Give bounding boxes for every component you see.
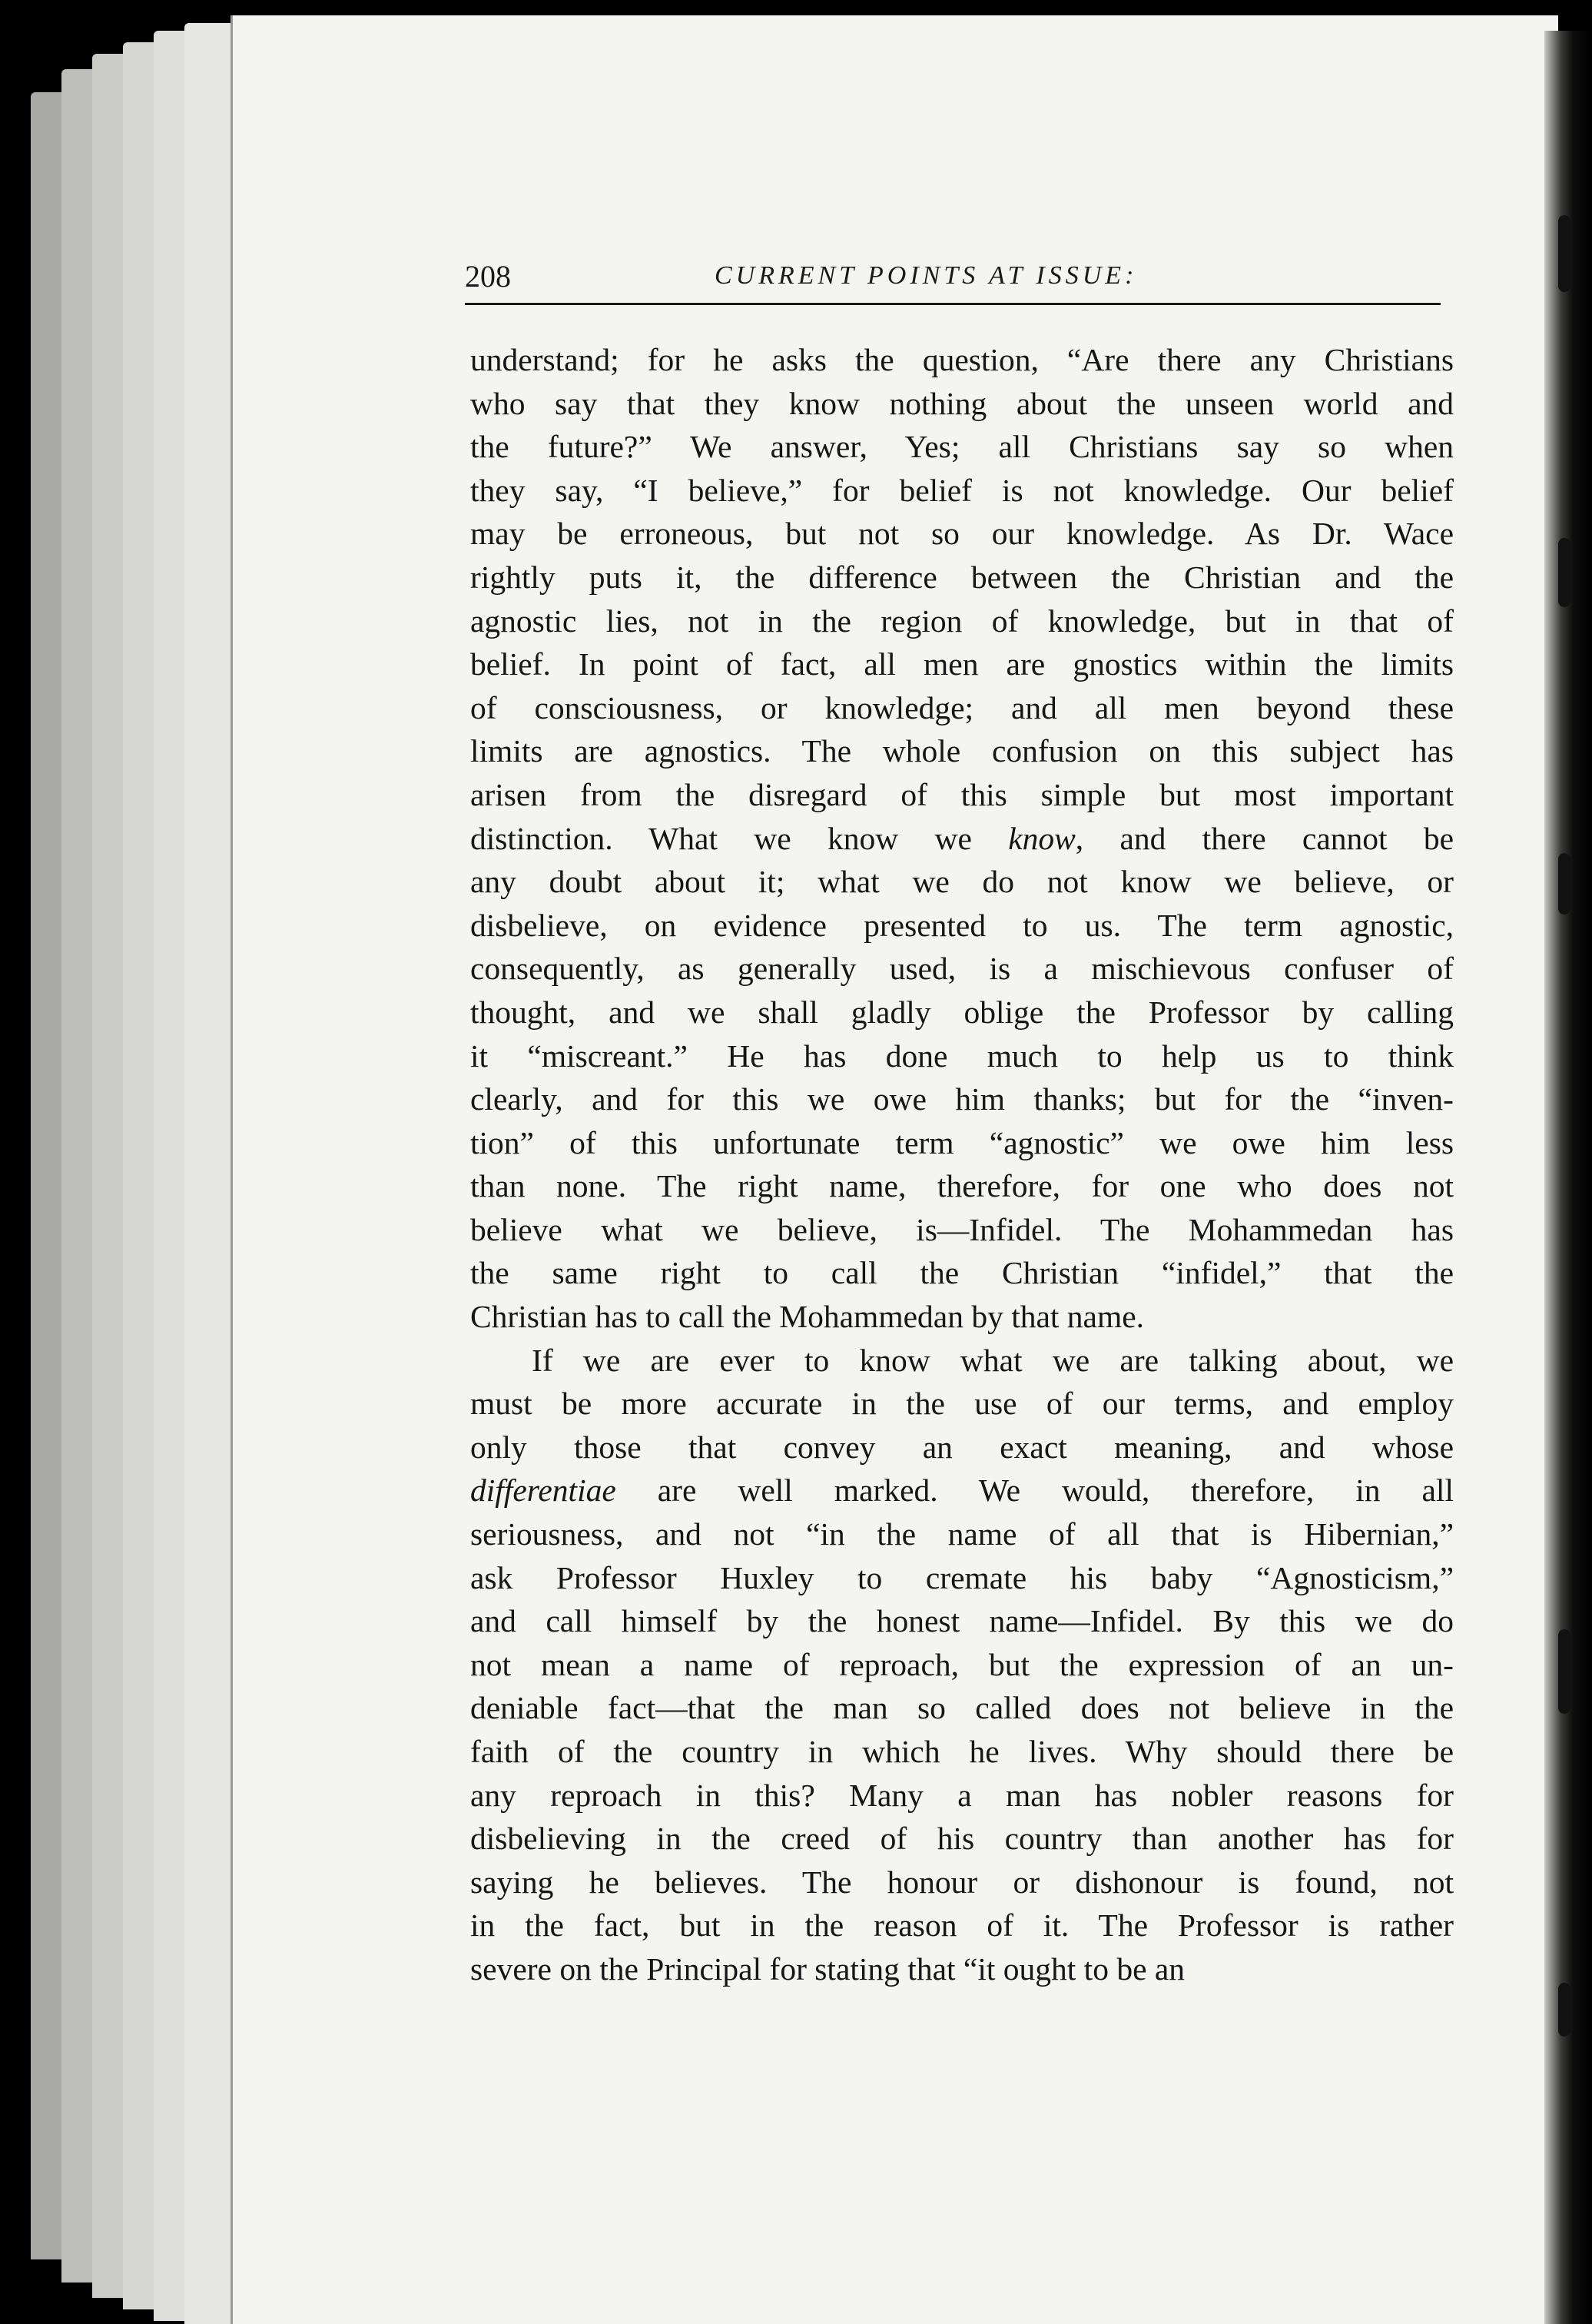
binding-thread [1558,853,1570,915]
text-segment: believe what we believe, is—Infidel. The Mohammedan has [470,1211,1454,1247]
text-line [470,1208,1454,1252]
text-line [470,1643,1454,1687]
binding-thread [1558,1983,1570,2037]
text-segment: only those that convey an exact meaning, and whose [470,1429,1454,1465]
binding-thread [1558,538,1570,607]
text-line [470,860,1454,904]
text-line [470,729,1454,773]
italic-term: know [1008,820,1076,856]
text-line [470,382,1454,426]
text-line [470,599,1454,643]
text-line [470,338,1454,382]
text-segment: consequently, as generally used, is a mischievous confuser of [470,951,1454,987]
text-segment: understand; for he asks the question, “Are there any Christians [470,342,1454,377]
text-line [470,1164,1454,1208]
text-line [470,1686,1454,1730]
text-line [470,947,1454,991]
binding-thread [1558,1629,1570,1714]
text-line [470,512,1454,556]
text-segment: any doubt about it; what we do not know we believe, or [470,864,1454,900]
text-line [470,1947,1454,1991]
text-segment: may be erroneous, but not so our knowledge. As Dr. Wace [470,516,1454,552]
binding-thread [1558,215,1570,292]
text-line [470,642,1454,686]
text-line [470,1730,1454,1774]
text-segment: saying he believes. The honour or dishonour is found, not [470,1864,1454,1900]
text-line [470,1077,1454,1121]
text-segment: agnostic lies, not in the region of knowledge, but in that of [470,603,1454,639]
text-line [470,469,1454,513]
text-segment: clearly, and for this we owe him thanks; but for the “inven- [470,1081,1454,1117]
text-line [470,991,1454,1034]
page-number: 208 [465,259,511,294]
text-segment: deniable fact—that the man so called does not believe in the [470,1690,1454,1726]
text-segment: tion” of this unfortunate term “agnostic” we owe him less [470,1124,1454,1160]
text-segment: disbelieve, on evidence presented to us. The term agnostic, [470,907,1454,943]
text-line [470,1121,1454,1165]
text-segment: , and there cannot be [1075,820,1454,856]
text-line [470,1904,1454,1947]
text-segment: belief. In point of fact, all men are gnostics within the limits [470,646,1454,682]
text-line [470,1034,1454,1078]
book-gutter [1544,31,1592,2324]
running-title: CURRENT POINTS AT ISSUE: [715,261,1138,290]
text-segment: of consciousness, or knowledge; and all men beyond these [470,689,1454,725]
text-line [470,556,1454,599]
text-segment: any reproach in this? Many a man has nobler reasons for [470,1777,1454,1813]
text-line [470,1382,1454,1426]
text-segment: arisen from the disregard of this simple but most important [470,776,1454,812]
text-line [470,1817,1454,1861]
text-segment: ask Professor Huxley to cremate his baby “Agnosticism,” [470,1559,1454,1595]
text-segment: distinction. What we know we [470,820,1009,856]
text-segment: the future?” We answer, Yes; all Christians say so when [470,429,1454,465]
text-segment: than none. The right name, therefore, for one who does not [470,1168,1454,1204]
text-line [470,1556,1454,1600]
text-segment: must be more accurate in the use of our terms, and employ [470,1386,1454,1422]
text-segment: and call himself by the honest name—Infidel. By this we do [470,1603,1454,1639]
text-segment: not mean a name of reproach, but the expression of an un- [470,1646,1454,1682]
text-segment: Christian has to call the Mohammedan by that name. [470,1299,1145,1335]
text-line [470,686,1454,730]
text-line [470,1339,1454,1383]
text-line [470,1251,1454,1295]
text-segment: disbelieving in the creed of his country than another has for [470,1821,1454,1857]
text-line [470,1861,1454,1904]
text-segment: the same right to call the Christian “infidel,” that the [470,1255,1454,1291]
italic-term: differentiae [470,1472,616,1509]
text-segment: severe on the Principal for stating that “it ought to be an [470,1950,1186,1987]
text-line [470,1295,1454,1339]
text-segment: are well marked. We would, therefore, in all [615,1472,1454,1509]
text-segment: who say that they know nothing about the unseen world and [470,385,1454,421]
text-line [470,773,1454,817]
text-line [470,904,1454,948]
text-line [470,1512,1454,1556]
text-segment: If we are ever to know what we are talking about, we [532,1342,1454,1378]
text-line [470,1426,1454,1469]
text-line [470,1774,1454,1818]
body-text [470,338,1454,1991]
text-segment: limits are agnostics. The whole confusion on this subject has [470,733,1454,769]
text-segment: thought, and we shall gladly oblige the Professor by calling [470,994,1454,1030]
text-segment: seriousness, and not “in the name of all that is Hibernian,” [470,1516,1454,1552]
text-segment: rightly puts it, the difference between the Christian and the [470,559,1454,595]
text-segment: it “miscreant.” He has done much to help us to think [470,1038,1454,1074]
text-line [470,817,1454,861]
text-line [470,1469,1454,1512]
text-segment: in the fact, but in the reason of it. The Professor is rather [470,1907,1454,1944]
running-head [465,254,1441,305]
text-segment: faith of the country in which he lives. Why should there be [470,1734,1454,1769]
text-line [470,1599,1454,1643]
text-line [470,425,1454,469]
text-segment: they say, “I believe,” for belief is not knowledge. Our belief [470,472,1454,508]
